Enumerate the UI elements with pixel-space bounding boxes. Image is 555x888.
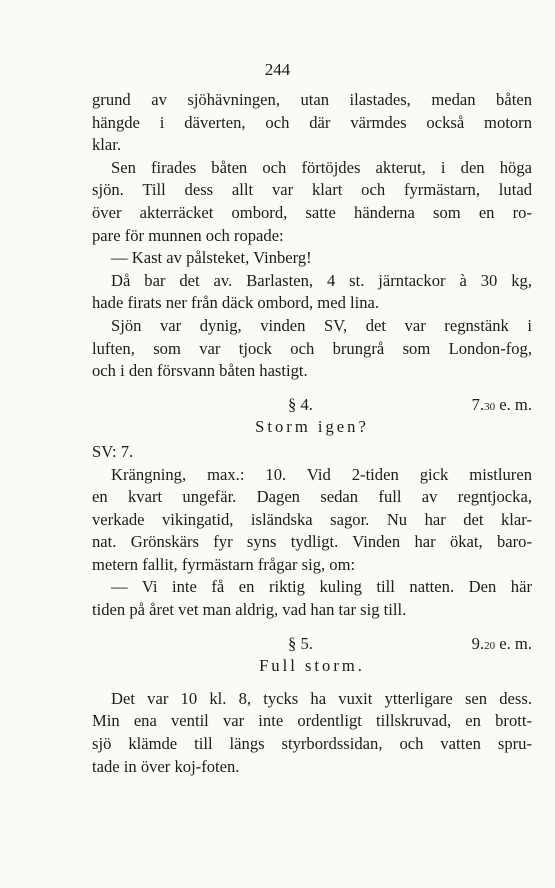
paragraph-8 [92, 576, 532, 621]
text-line: Sjön var dynig, vinden SV, det var regnstänk i [111, 315, 532, 335]
text-line: Sen firades båten och förtöjdes akterut, i den höga [111, 157, 532, 177]
text-line: sjö klämde till längs styrbordssidan, och vatten spru- [92, 734, 532, 754]
text-line: Min ena ventil var inte ordentligt tillskruvad, en brott- [92, 711, 532, 731]
text-line: och i den försvann båten hastigt. [92, 361, 308, 381]
text-line: grund av sjöhävningen, utan ilastades, medan båten [92, 90, 532, 109]
section-title: Full storm. [259, 656, 365, 676]
section-time: 9.20 e. m. [471, 633, 532, 653]
paragraph-5 [92, 315, 532, 383]
text-line: tade in över koj-foten. [92, 756, 240, 776]
page-number: 244 [264, 60, 291, 79]
text-line: metern fallit, fyrmästarn frågar sig, om: [92, 554, 356, 574]
section-number: § 5. [288, 633, 313, 653]
paragraph-1 [92, 89, 532, 157]
text-line: SV: 7. [92, 441, 134, 461]
page-text [92, 89, 532, 778]
text-line: hade firats ner från däck ombord, med lina. [92, 293, 380, 313]
paragraph-2 [92, 157, 532, 247]
text-line: sjön. Till dess allt var klart och fyrmästarn, lutad [92, 180, 532, 200]
text-line: Krängning, max.: 10. Vid 2-tiden gick mistluren [111, 464, 532, 484]
text-line: — Vi inte få en riktig kuling till natten. Den här [111, 577, 532, 597]
text-line: hängde i däverten, och där värmdes också motorn [92, 112, 532, 132]
section-heading-4 [92, 394, 532, 417]
text-line: över akterräcket ombord, satte händerna som en ro- [92, 202, 532, 222]
text-line: verkade vikingatid, isländska sagor. Nu har det klar- [92, 509, 532, 529]
paragraph-3 [92, 247, 532, 270]
paragraph-7 [92, 464, 532, 577]
section-heading-5 [92, 633, 532, 656]
text-line: Det var 10 kl. 8, tycks ha vuxit ytterligare sen dess. [111, 688, 532, 708]
text-line: nat. Grönskärs fyr syns tydligt. Vinden har ökat, baro- [92, 532, 532, 552]
text-line: Då bar det av. Barlasten, 4 st. järntackor à 30 kg, [111, 270, 532, 290]
text-line: — Kast av pålsteket, Vinberg! [111, 248, 312, 268]
section-title: Storm igen? [255, 417, 369, 437]
paragraph-6 [92, 441, 532, 464]
text-line: luften, som var tjock och brungrå som London-fog, [92, 338, 532, 358]
paragraph-9 [92, 688, 532, 778]
text-line: klar. [92, 135, 122, 155]
text-line: en kvart ungefär. Dagen sedan full av regntjocka, [92, 487, 532, 507]
text-line: tiden på året vet man aldrig, vad han tar sig till. [92, 600, 407, 620]
text-line: pare för munnen och ropade: [92, 225, 284, 245]
paragraph-4 [92, 270, 532, 315]
section-time: 7.30 e. m. [471, 394, 532, 414]
section-number: § 4. [288, 394, 313, 414]
